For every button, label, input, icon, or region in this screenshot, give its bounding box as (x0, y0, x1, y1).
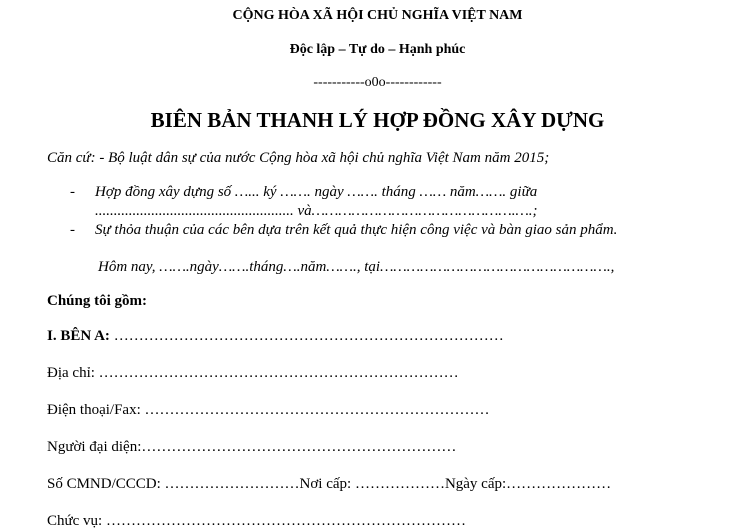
basis-item-2-dash: - (70, 222, 75, 238)
basis-item-2-line1: Sự thỏa thuận của các bên dựa trên kết quả thực hiện công việc và bàn giao sản phẩm. (95, 222, 618, 238)
header-divider: -----------o0o------------ (313, 75, 442, 90)
parties-heading: Chúng tôi gồm: (47, 293, 148, 309)
party-a-name-field: …………………………………………………………………… (109, 328, 504, 344)
party-a-phone: Điện thoại/Fax: …………………………………………………………… (47, 402, 490, 418)
party-a-position: Chức vụ: ……………………………………………………………… (47, 513, 466, 529)
basis-item-1-line2: ..................................................... và……………………………………….….; (95, 203, 538, 219)
country-header: CỘNG HÒA XÃ HỘI CHỦ NGHĨA VIỆT NAM (232, 8, 523, 23)
basis-item-1-dash: - (70, 184, 75, 200)
party-a-row (47, 328, 504, 345)
party-a-label: I. BÊN A: (47, 328, 110, 344)
document-title: BIÊN BẢN THANH LÝ HỢP ĐỒNG XÂY DỰNG (150, 108, 605, 132)
party-a-representative: Người đại diện:……………………………………………………… (47, 439, 457, 455)
party-a-address: Địa chỉ: ……………………………………………………………… (47, 365, 459, 381)
basis-item-1-line1: Hợp đồng xây dựng số …... ký ……. ngày ……. tháng …… năm……. giữa (95, 184, 538, 200)
basis-intro: Căn cứ: - Bộ luật dân sự của nước Cộng hòa xã hội chủ nghĩa Việt Nam năm 2015; (47, 150, 550, 166)
party-a-id: Số CMND/CCCD: ………………………Nơi cấp: ………………Ngày cấp:………………… (47, 476, 612, 492)
motto: Độc lập – Tự do – Hạnh phúc (289, 42, 466, 57)
today-line: Hôm nay, …….ngày…….tháng….năm……., tại……………………………………………., (98, 259, 615, 275)
